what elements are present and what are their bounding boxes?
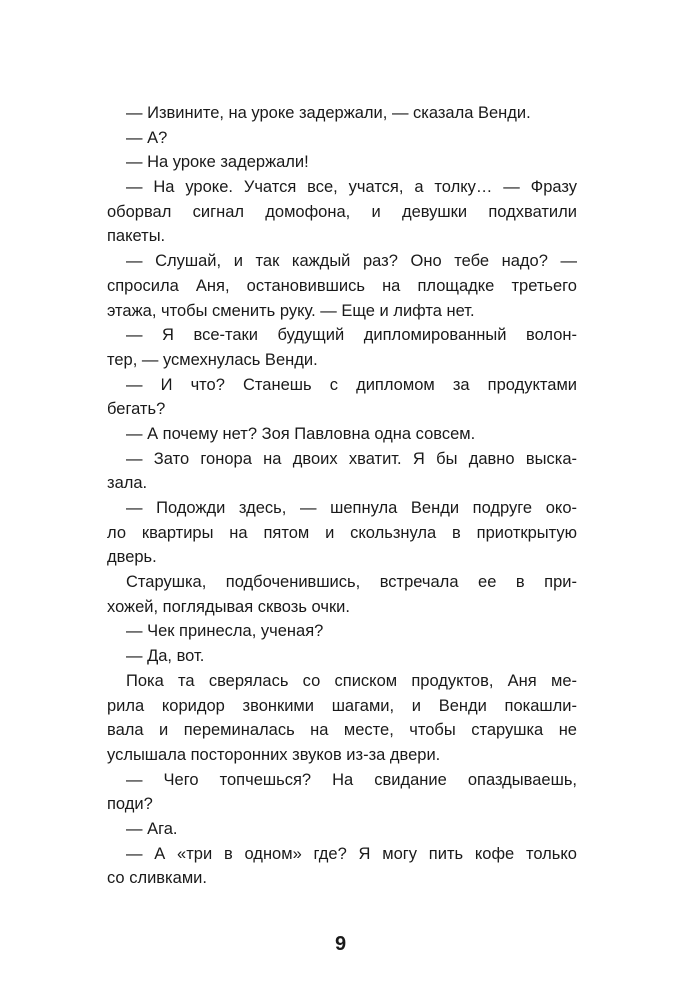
text-line: — На уроке. Учатся все, учатся, а толку… — Фразу xyxy=(126,178,577,197)
text-line: — А «три в одном» где? Я могу пить кофе только xyxy=(126,844,577,863)
text-line: — Подожди здесь, — шепнула Венди подруге око- xyxy=(126,499,577,517)
paragraph xyxy=(107,175,577,249)
text-line: оборвал сигнал домофона, и девушки подхватили xyxy=(107,202,577,221)
text-line: вала и переминалась на месте, чтобы старушка не xyxy=(107,721,577,740)
text-line: рила коридор звонкими шагами, и Венди покашли- xyxy=(107,696,577,715)
text-line: — Чек принесла, ученая? xyxy=(126,622,324,641)
paragraph xyxy=(107,249,577,323)
paragraph xyxy=(107,496,577,570)
text-line: дверь. xyxy=(107,548,157,567)
text-line: зала. xyxy=(107,474,148,493)
text-line: этажа, чтобы сменить руку. — Еще и лифта нет. xyxy=(107,301,475,320)
body-text xyxy=(107,101,577,891)
paragraph xyxy=(107,101,577,126)
paragraph xyxy=(107,150,577,175)
text-line: тер, — усмехнулась Венди. xyxy=(107,350,318,369)
text-line: услышала посторонних звуков из-за двери. xyxy=(107,745,441,764)
text-line: — Я все-таки будущий дипломированный волон- xyxy=(126,326,577,345)
text-line: — А? xyxy=(126,128,168,147)
paragraph xyxy=(107,570,577,619)
paragraph xyxy=(107,644,577,669)
paragraph xyxy=(107,768,577,817)
text-line: — Чего топчешься? На свидание опаздываешь, xyxy=(126,770,577,789)
text-line: — На уроке задержали! xyxy=(126,153,309,172)
paragraph xyxy=(107,323,577,372)
text-line: со сливками. xyxy=(107,869,207,888)
paragraph xyxy=(107,669,577,768)
paragraph xyxy=(107,817,577,842)
text-line: хожей, поглядывая сквозь очки. xyxy=(107,597,350,616)
paragraph xyxy=(107,126,577,151)
paragraph xyxy=(107,373,577,422)
text-line: — Да, вот. xyxy=(126,647,205,666)
text-line: спросила Аня, остановившись на площадке третьего xyxy=(107,276,577,295)
text-line: — А почему нет? Зоя Павловна одна совсем. xyxy=(126,424,476,443)
paragraph xyxy=(107,422,577,447)
text-line: Пока та сверялась со списком продуктов, Аня ме- xyxy=(126,671,577,690)
text-line: — Извините, на уроке задержали, — сказала Венди. xyxy=(126,104,531,122)
paragraph xyxy=(107,619,577,644)
text-line: ло квартиры на пятом и скользнула в приоткрытую xyxy=(107,523,577,542)
paragraph xyxy=(107,447,577,496)
text-line: Старушка, подбоченившись, встречала ее в при- xyxy=(126,573,577,592)
text-line: — Зато гонора на двоих хватит. Я бы давно выска- xyxy=(126,449,577,468)
paragraph xyxy=(107,842,577,891)
text-line: поди? xyxy=(107,795,153,814)
text-line: — Ага. xyxy=(126,819,178,838)
text-line: пакеты. xyxy=(107,227,166,246)
page-number: 9 xyxy=(334,933,347,955)
text-line: — И что? Станешь с дипломом за продуктами xyxy=(126,375,577,394)
text-line: — Слушай, и так каждый раз? Оно тебе надо? — xyxy=(126,252,577,271)
text-line: бегать? xyxy=(107,400,166,419)
